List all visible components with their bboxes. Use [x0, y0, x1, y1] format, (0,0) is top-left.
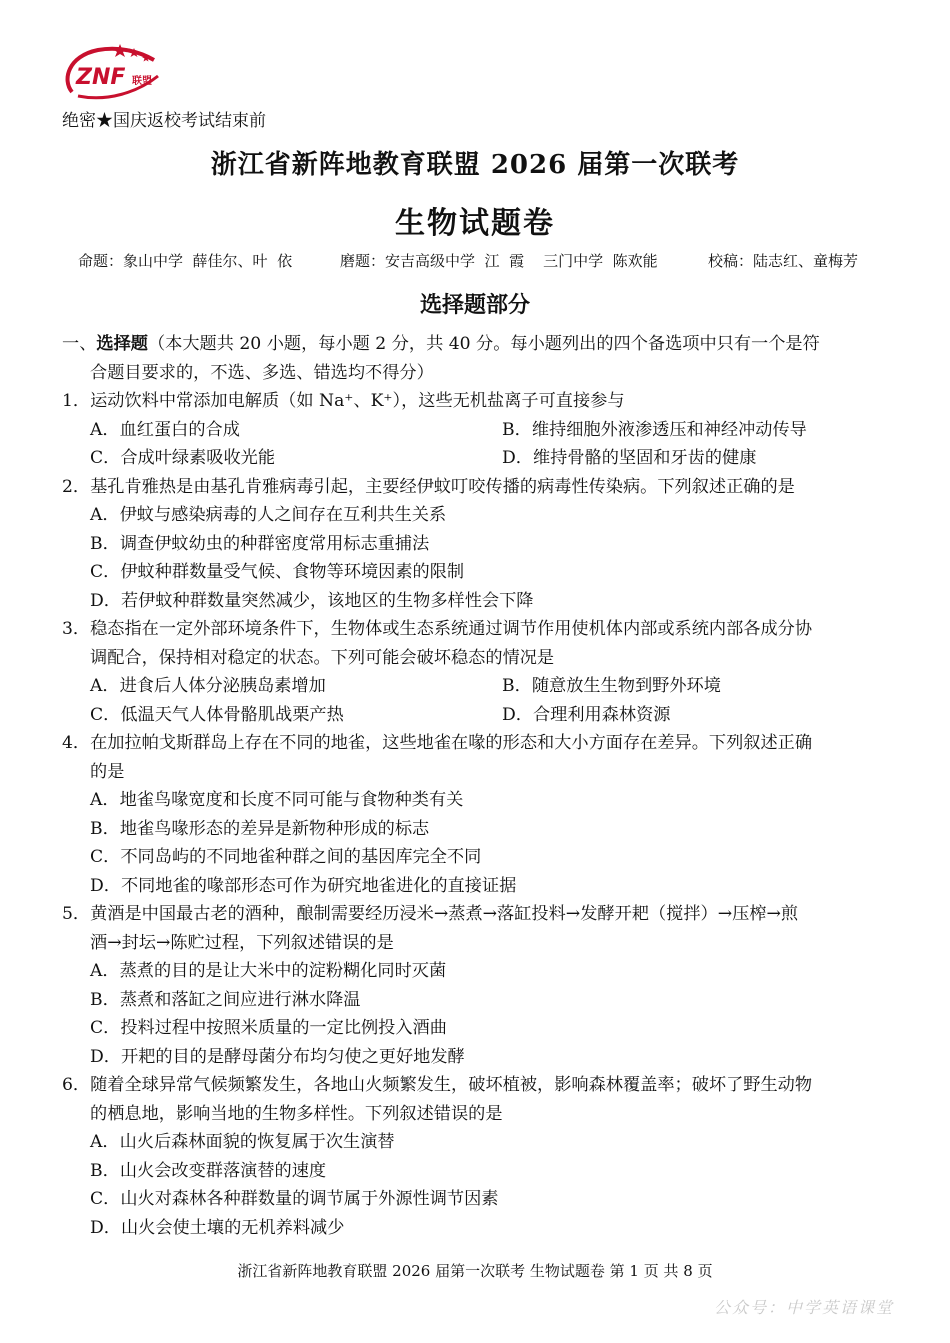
option-a: A．蒸煮的目的是让大米中的淀粉糊化同时灭菌 — [90, 961, 447, 981]
option-b: B．随意放生生物到野外环境 — [502, 676, 721, 696]
question-1-stem: 1．运动饮料中常添加电解质（如 Na⁺、K⁺），这些无机盐离子可直接参与 — [62, 391, 625, 411]
question-5-stem-cont: 酒→封坛→陈贮过程，下列叙述错误的是 — [90, 932, 394, 953]
instructions-line-2: 合题目要求的，不选、多选、错选均不得分） — [90, 362, 434, 383]
credit-reviewer: 磨题：安吉高级中学 江 霞 三门中学 陈欢能 — [340, 252, 658, 270]
logo-text: ZNF — [76, 65, 126, 90]
question-1-options-row — [62, 444, 892, 473]
exam-title: 浙江省新阵地教育联盟 2026 届第一次联考 — [210, 150, 740, 180]
question-1-options-row — [62, 416, 892, 445]
option-b: B．维持细胞外液渗透压和神经冲动传导 — [502, 419, 807, 440]
option-b: B．山火会改变群落演替的速度 — [90, 1160, 327, 1181]
option-a: A．地雀鸟喙宽度和长度不同可能与食物种类有关 — [90, 790, 464, 810]
option-a: A．进食后人体分泌胰岛素增加 — [90, 676, 326, 696]
question-6-stem: 6．随着全球异常气候频繁发生，各地山火频繁发生，破坏植被，影响森林覆盖率；破坏了野生动物 — [62, 1075, 813, 1095]
question-2-stem: 2．基孔肯雅热是由基孔肯雅病毒引起，主要经伊蚊叮咬传播的病毒性传染病。下列叙述正确的是 — [62, 476, 795, 497]
page-footer: 浙江省新阵地教育联盟 2026 届第一次联考 生物试题卷 第 1 页 共 8 页 — [237, 1262, 713, 1280]
question-3-stem-cont: 调配合，保持相对稳定的状态。下列可能会破坏稳态的情况是 — [90, 647, 555, 668]
question-5-stem: 5．黄酒是中国最古老的酒种，酿制需要经历浸米→蒸煮→落缸投料→发酵开耙（搅拌）→压榨→煎 — [62, 904, 799, 924]
questions-body — [62, 330, 892, 1242]
credit-proofreader: 校稿：陆志红、童梅芳 — [708, 252, 859, 270]
option-d: D．合理利用森林资源 — [502, 704, 671, 725]
option-c: C．不同岛屿的不同地雀种群之间的基因库完全不同 — [90, 847, 482, 867]
option-c: C．投料过程中按照米质量的一定比例投入酒曲 — [90, 1018, 447, 1038]
question-6-stem-cont: 的栖息地，影响当地的生物多样性。下列叙述错误的是 — [90, 1103, 503, 1124]
option-c: C．山火对森林各种群数量的调节属于外源性调节因素 — [90, 1189, 499, 1209]
question-4-stem-cont: 的是 — [90, 761, 125, 782]
option-b: B．蒸煮和落缸之间应进行淋水降温 — [90, 989, 361, 1010]
option-a: A．血红蛋白的合成 — [90, 419, 240, 440]
logo-badge: 联盟 — [132, 76, 152, 87]
question-3-options-row — [62, 701, 892, 730]
option-d: D．维持骨骼的坚固和牙齿的健康 — [502, 448, 757, 468]
option-c: C．伊蚊种群数量受气候、食物等环境因素的限制 — [90, 562, 465, 582]
option-a: A．伊蚊与感染病毒的人之间存在互利共生关系 — [90, 505, 447, 525]
exam-subtitle: 生物试题卷 — [395, 206, 555, 241]
logo-emblem-icon — [58, 40, 168, 104]
option-a: A．山火后森林面貌的恢复属于次生演替 — [90, 1132, 395, 1152]
section-title: 选择题部分 — [419, 292, 530, 318]
instructions-line: 一、选择题（本大题共 20 小题，每小题 2 分，共 40 分。每小题列出的四个备选项中只有一个是符 — [62, 334, 820, 354]
option-d: D．若伊蚊种群数量突然减少，该地区的生物多样性会下降 — [90, 590, 534, 611]
confidential-note: 绝密★国庆返校考试结束前 — [62, 111, 266, 131]
option-b: B．调查伊蚊幼虫的种群密度常用标志重捕法 — [90, 533, 430, 554]
logo — [58, 40, 168, 104]
watermark: 公众号：中学英语课堂 — [713, 1298, 894, 1317]
option-c: C．低温天气人体骨骼肌战栗产热 — [90, 704, 344, 725]
question-3-stem: 3．稳态指在一定外部环境条件下，生物体或生态系统通过调节作用使机体内部或系统内部各成分协 — [62, 619, 813, 639]
question-4-stem: 4．在加拉帕戈斯群岛上存在不同的地雀，这些地雀在喙的形态和大小方面存在差异。下列叙述正确 — [62, 733, 813, 753]
option-d: D．开耙的目的是酵母菌分布均匀使之更好地发酵 — [90, 1046, 465, 1067]
instructions-label: 选择题 — [96, 334, 148, 354]
credit-author: 命题：象山中学 薛佳尔、叶 依 — [78, 252, 293, 270]
option-b: B．地雀鸟喙形态的差异是新物种形成的标志 — [90, 818, 430, 839]
option-d: D．不同地雀的喙部形态可作为研究地雀进化的直接证据 — [90, 875, 517, 896]
option-d: D．山火会使土壤的无机养料减少 — [90, 1217, 345, 1238]
option-c: C．合成叶绿素吸收光能 — [90, 448, 276, 468]
question-3-options-row — [62, 672, 892, 701]
